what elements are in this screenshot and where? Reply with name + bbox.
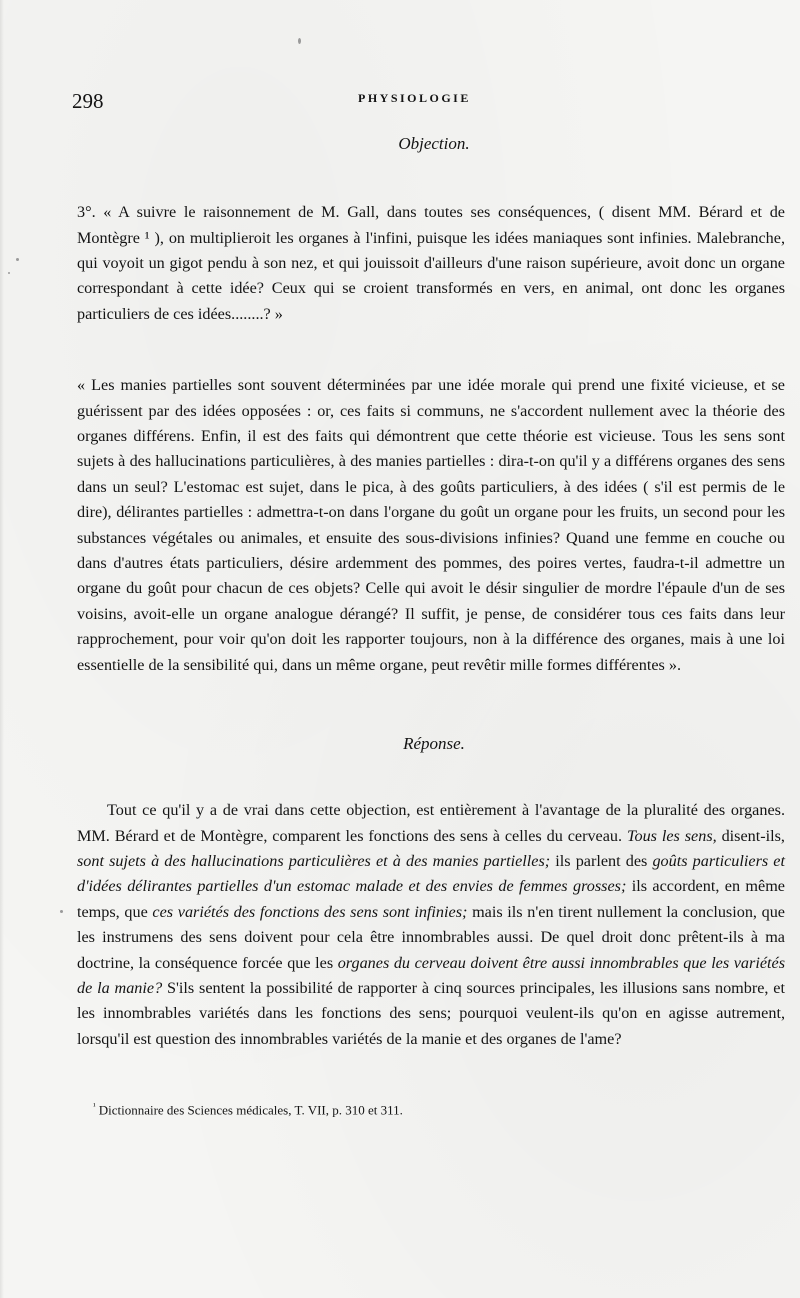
paragraph-partial-manias: « Les manies partielles sont souvent déterminées par une idée morale qui prend une fixité vicieuse, et se guérissent par des idées opposées : or, ces faits si communs, ne s'accordent nullement avec la théorie des organes différens. Enfin, il est des faits qui démontrent que cette théorie est vicieuse. Tous les sens sont sujets à des hallucinations particulières, à des manies partielles : dira-t-on qu'il y a différens organes des sens dans un seul? L'estomac est sujet, dans le pica, à des goûts particuliers, à des idées ( s'il est permis de le dire), délirantes partielles : admettra-t-on dans l'organe du goût un organe pour les fruits, un second pour les substances végétales ou animales, et ensuite des sous-divisions infinies? Quand une femme en couche ou dans d'autres états particuliers, désire ardemment des pommes, des poires vertes, faudra-t-il admettre un organe du goût pour chacun de ces objets? Celle qui avoit le désir singulier de mordre l'épaule d'un de ses voisins, avoit-elle un organe analogue dérangé? Il suffit, je pense, de considérer tous ces faits dans leur rapprochement, pour voir qu'on doit les rapporter toujours, non à la différence des organes, mais à une loi essentielle de la sensibilité qui, dans un même organe, peut revêtir mille formes différentes ». [77,376,785,674]
footnote-text: Dictionnaire des Sciences médicales, T. VII, p. 310 et 311. [98,1102,403,1118]
reponse-text-c: ils parlent des [550,852,653,870]
reponse-italic-2: sont sujets à des hallucinations particulières et à des manies partielles; [77,852,551,870]
paper-speck [298,38,301,44]
paragraph-objection-quote: 3°. « A suivre le raisonnement de M. Gall, dans toutes ses conséquences, ( disent MM. Bérard et de Montègre ¹ ), on multiplieroit les organes à l'infini, puisque les idées maniaques sont infinies. Malebranche, qui voyoit un gigot pendu à son nez, et qui jouissoit d'ailleurs d'une raison supérieure, avoit donc un organe correspondant à cette idée? Ceux qui se croient transformés en vers, en animal, ont donc les organes particuliers de ces idées........? » [77,203,785,323]
paper-speck [16,258,19,261]
reponse-italic-1: Tous les sens, [626,826,717,845]
reponse-text-b: disent-ils, [716,826,785,845]
reponse-text-e: mais ils n'en tirent nullement la conclusion, que les instrumens des sens doivent pour cela être innombrables aussi. De quel droit donc prêtent-ils à ma doctrine, la conséquence forcée que les [77,902,785,972]
page-header [72,86,787,116]
reponse-text-f: S'ils sentent la possibilité de rapporter à cinq sources principales, les illusions sans nombre, et les innombrables variétés dans les fonctions des sens; pourquoi veulent-ils qu'on en agisse autrement, lorsqu'il est question des innombrables variétés de la manie et des organes de l'ame? [77,979,785,1048]
page-edge-shadow [0,0,4,1298]
section-title-objection: Objection. [398,134,470,153]
footnote-mark: ¹ [93,1101,96,1111]
paragraph-reponse [77,798,785,1052]
reponse-text-d: ils accordent, en même temps, que [77,877,785,921]
footnote [93,1097,403,1119]
paper-speck [60,910,63,913]
reponse-italic-5: organes du cerveau doivent être aussi innombrables que les variétés de la manie? [77,953,785,998]
section-title-reponse: Réponse. [403,734,465,753]
paper-speck [8,272,10,274]
reponse-italic-4: ces variétés des fonctions des sens sont infinies; [152,902,468,921]
page-number: 298 [72,89,104,113]
running-head: PHYSIOLOGIE [358,91,471,105]
reponse-text-a: Tout ce qu'il y a de vrai dans cette objection, est entièrement à l'avantage de la pluralité des organes. MM. Bérard et de Montègre, comparent les fonctions des sens à celles du cerveau. [77,801,785,845]
reponse-italic-3: goûts particuliers et d'idées délirantes partielles d'un estomac malade et des envies de femmes grosses; [77,852,785,896]
